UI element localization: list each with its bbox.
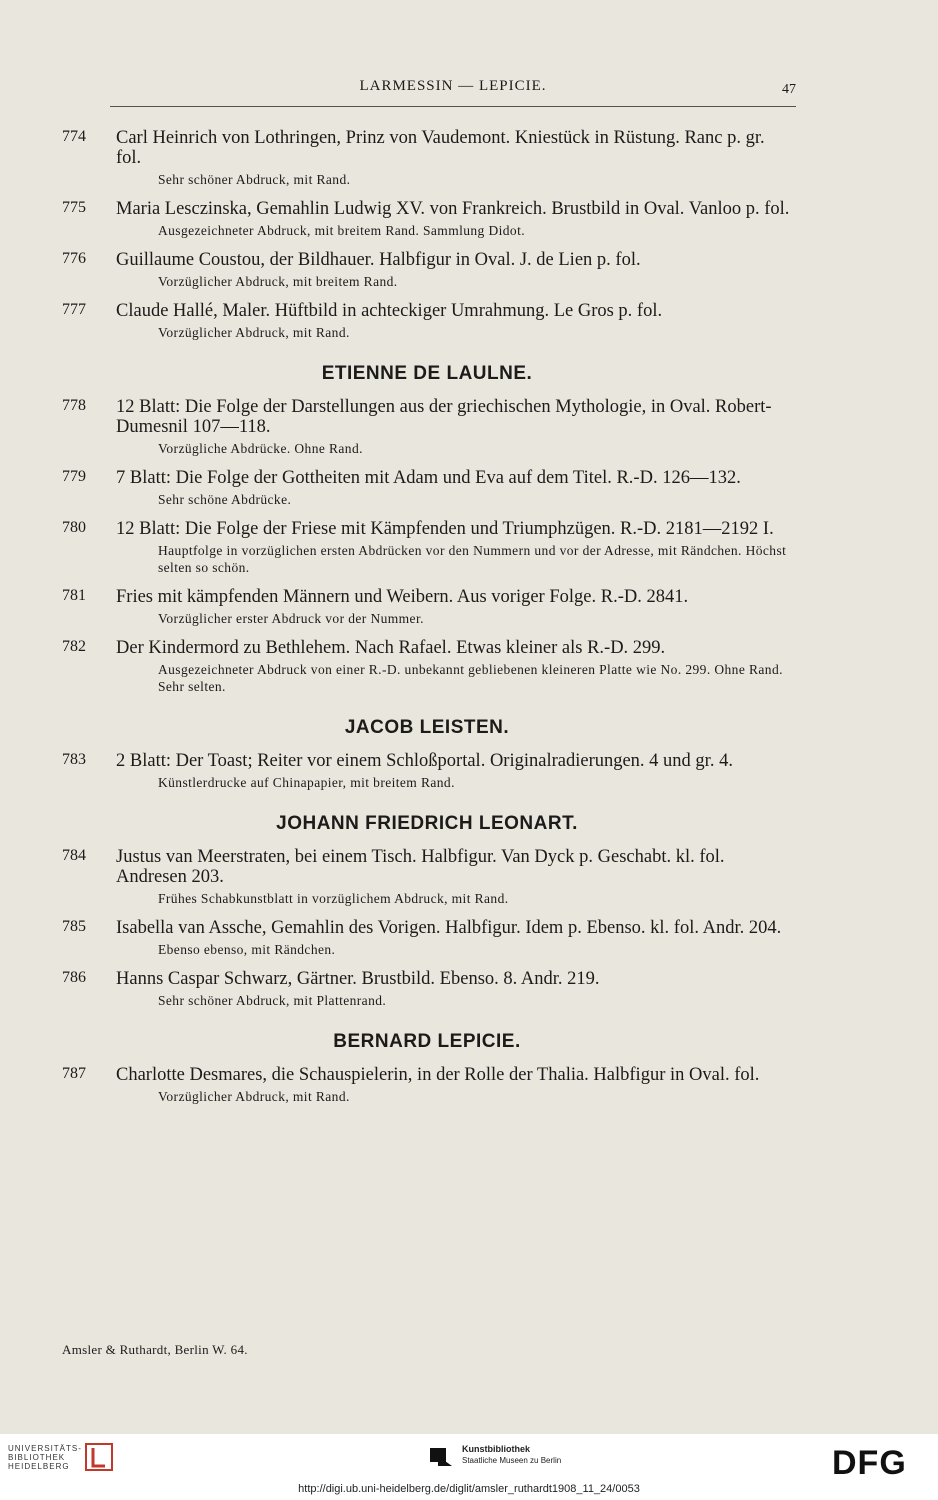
catalog-entry <box>62 1065 792 1105</box>
entry-number: 783 <box>62 751 86 768</box>
entry-title: Claude Hallé, Maler. Hüftbild in achteckiger Umrahmung. Le Gros p. fol. <box>116 301 663 321</box>
entry-note: Ebenso ebenso, mit Rändchen. <box>158 942 336 957</box>
entry-number: 777 <box>62 301 86 318</box>
catalog-entry <box>62 128 792 188</box>
entry-group-leonart <box>62 847 792 1009</box>
entry-number: 776 <box>62 250 86 267</box>
entry-group-leisten <box>62 751 792 791</box>
entry-number: 786 <box>62 969 86 986</box>
entry-note: Sehr schöne Abdrücke. <box>158 492 292 507</box>
entry-number: 782 <box>62 638 86 655</box>
entry-group-laulne <box>62 397 792 695</box>
catalog-entry <box>62 751 792 791</box>
catalog-entry <box>62 519 792 576</box>
kunstbibliothek-logo-icon <box>428 1446 454 1468</box>
catalog-entry <box>62 847 792 907</box>
entry-number: 779 <box>62 468 86 485</box>
entry-title: Charlotte Desmares, die Schauspielerin, in der Rolle der Thalia. Halbfigur in Oval. fol. <box>116 1065 760 1085</box>
catalog-entry <box>62 969 792 1009</box>
entry-title: 7 Blatt: Die Folge der Gottheiten mit Adam und Eva auf dem Titel. R.-D. 126—132. <box>116 468 741 488</box>
kunstbibliothek-name <box>462 1444 561 1466</box>
entry-group-lepicie <box>62 1065 792 1105</box>
entry-title: Carl Heinrich von Lothringen, Prinz von Vaudemont. Kniestück in Rüstung. Ranc p. gr. fol. <box>116 128 765 168</box>
page-number: 47 <box>782 82 796 97</box>
section-heading-leonart: JOHANN FRIEDRICH LEONART. <box>276 813 578 834</box>
entry-number: 785 <box>62 918 86 935</box>
entry-title: Hanns Caspar Schwarz, Gärtner. Brustbild. Ebenso. 8. Andr. 219. <box>116 969 600 989</box>
entry-title: Fries mit kämpfenden Männern und Weibern. Aus voriger Folge. R.-D. 2841. <box>116 587 689 607</box>
entry-number: 775 <box>62 199 86 216</box>
catalog-entry <box>62 199 792 239</box>
entry-note: Vorzüglicher Abdruck, mit Rand. <box>158 1089 350 1104</box>
kb-line: Staatliche Museen zu Berlin <box>462 1456 562 1465</box>
entry-note: Sehr schöner Abdruck, mit Plattenrand. <box>158 993 387 1008</box>
catalog-entry <box>62 638 792 695</box>
printer-imprint: Amsler & Ruthardt, Berlin W. 64. <box>62 1342 248 1357</box>
entry-note: Ausgezeichneter Abdruck von einer R.-D. unbekannt gebliebenen kleineren Platte wie No. 299. Ohne Rand. Sehr selten. <box>158 662 783 694</box>
entry-note: Ausgezeichneter Abdruck, mit breitem Rand. Sammlung Didot. <box>158 223 526 238</box>
entry-number: 780 <box>62 519 86 536</box>
university-library-name <box>8 1444 82 1471</box>
entry-title: 12 Blatt: Die Folge der Friese mit Kämpfenden und Triumphzügen. R.-D. 2181—2192 I. <box>116 519 774 539</box>
running-title: LARMESSIN — LEPICIE. <box>359 78 547 94</box>
catalog-entry <box>62 918 792 958</box>
entry-note: Vorzügliche Abdrücke. Ohne Rand. <box>158 441 363 456</box>
entry-note: Vorzüglicher erster Abdruck vor der Nummer. <box>158 611 424 626</box>
entry-title: Isabella van Assche, Gemahlin des Vorigen. Halbfigur. Idem p. Ebenso. kl. fol. Andr. 204. <box>116 918 782 938</box>
entry-group-larmessin <box>62 128 792 341</box>
entry-note: Sehr schöner Abdruck, mit Rand. <box>158 172 351 187</box>
entry-title: Maria Lesczinska, Gemahlin Ludwig XV. von Frankreich. Brustbild in Oval. Vanloo p. fol. <box>116 199 790 219</box>
kb-line: Kunstbibliothek <box>462 1444 530 1454</box>
dfg-logo: DFG <box>832 1444 907 1482</box>
entry-note: Künstlerdrucke auf Chinapapier, mit breitem Rand. <box>158 775 455 790</box>
entry-title: 12 Blatt: Die Folge der Darstellungen aus der griechischen Mythologie, in Oval. Robert-Dumesnil 107—118. <box>116 397 772 437</box>
uni-line: HEIDELBERG <box>8 1462 70 1471</box>
catalog-entry <box>62 301 792 341</box>
entry-number: 778 <box>62 397 86 414</box>
catalog-entry <box>62 397 792 457</box>
catalog-content <box>62 128 792 1116</box>
permalink-url[interactable]: http://digi.ub.uni-heidelberg.de/diglit/amsler_ruthardt1908_11_24/0053 <box>298 1483 640 1495</box>
section-heading-lepicie: BERNARD LEPICIE. <box>333 1031 521 1052</box>
catalog-entry <box>62 468 792 508</box>
entry-note: Vorzüglicher Abdruck, mit Rand. <box>158 325 350 340</box>
entry-note: Hauptfolge in vorzüglichen ersten Abdrücken vor den Nummern und vor der Adresse, mit Rändchen. Höchst selten so schön. <box>158 543 787 575</box>
entry-number: 781 <box>62 587 86 604</box>
catalog-entry <box>62 250 792 290</box>
entry-title: 2 Blatt: Der Toast; Reiter vor einem Schloßportal. Originalradierungen. 4 und gr. 4. <box>116 751 733 771</box>
uni-line: UNIVERSITÄTS- <box>8 1444 82 1453</box>
entry-note: Vorzüglicher Abdruck, mit breitem Rand. <box>158 274 398 289</box>
section-heading-laulne: ETIENNE DE LAULNE. <box>321 363 533 384</box>
catalog-entry <box>62 587 792 627</box>
entry-number: 774 <box>62 128 86 145</box>
entry-title: Justus van Meerstraten, bei einem Tisch. Halbfigur. Van Dyck p. Geschabt. kl. fol. Andresen 203. <box>116 847 725 887</box>
page-header <box>110 76 796 107</box>
university-logo-icon <box>84 1442 114 1472</box>
entry-note: Frühes Schabkunstblatt in vorzüglichem Abdruck, mit Rand. <box>158 891 509 906</box>
entry-number: 787 <box>62 1065 86 1082</box>
entry-number: 784 <box>62 847 86 864</box>
entry-title: Guillaume Coustou, der Bildhauer. Halbfigur in Oval. J. de Lien p. fol. <box>116 250 641 270</box>
section-heading-leisten: JACOB LEISTEN. <box>344 717 510 738</box>
uni-line: BIBLIOTHEK <box>8 1453 66 1462</box>
entry-title: Der Kindermord zu Bethlehem. Nach Rafael. Etwas kleiner als R.-D. 299. <box>116 638 666 658</box>
viewer-footer <box>0 1434 938 1500</box>
